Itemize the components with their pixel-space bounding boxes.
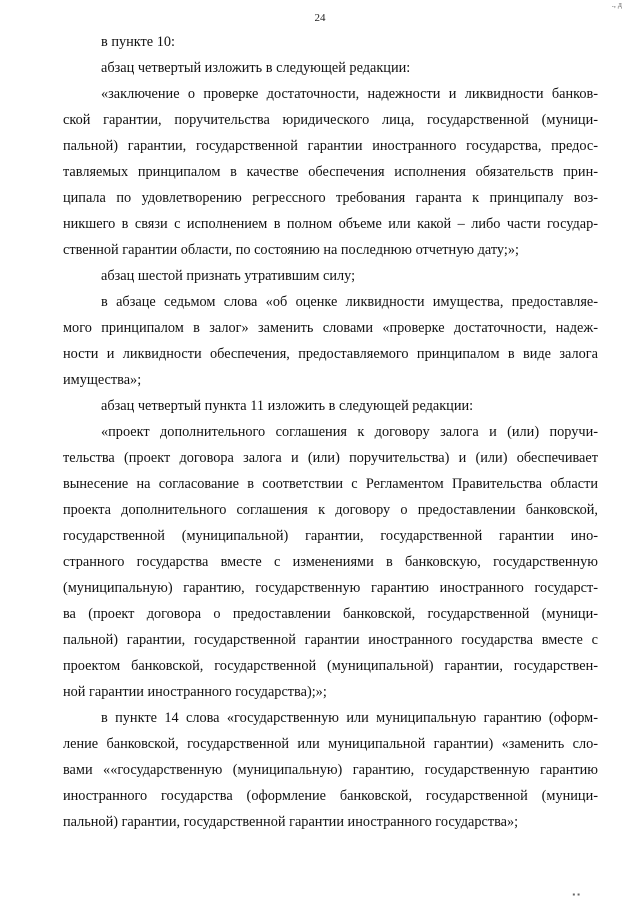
text-line: пальной) гарантии, государственной гарантии иностранного государства, предос- xyxy=(63,138,598,154)
text-line: «заключение о проверке достаточности, надежности и ликвидности банков- xyxy=(101,86,598,102)
text-line: ной гарантии иностранного государства);»; xyxy=(63,684,327,700)
text-line: проектом банковской, государственной (муниципальной) гарантии, государствен- xyxy=(63,658,598,674)
text-line: (муниципальную) гарантию, государственную гарантию иностранного государст- xyxy=(63,580,598,596)
text-line: тельства (проект договора залога и (или) поручительства) и (или) обеспечивает xyxy=(63,450,598,466)
text-line: мого принципалом в залог» заменить словами «проверке достаточности, надеж- xyxy=(63,320,598,336)
text-line: ципала по удовлетворению регрессного требования гаранта к принципалу воз- xyxy=(63,190,598,206)
text-line: вами ««государственную (муниципальную) гарантию, государственную гарантию xyxy=(63,762,598,778)
text-line: в пункте 10: xyxy=(101,34,175,50)
text-line: тавляемых принципалом в качестве обеспечения исполнения обязательств прин- xyxy=(63,164,598,180)
text-line: проекта дополнительного соглашения к договору о предоставлении банковской, xyxy=(63,502,598,518)
text-line: иностранного государства (оформление банковской, государственной (муници- xyxy=(63,788,598,804)
text-line: пальной) гарантии, государственной гарантии иностранного государства вместе с xyxy=(63,632,598,648)
page-number: 24 xyxy=(314,12,326,24)
corner-scan-mark: ., д xyxy=(611,0,622,9)
text-line: пальной) гарантии, государственной гарантии иностранного государства»; xyxy=(63,814,519,830)
text-line: ности и ликвидности обеспечения, предоставляемого принципалом в виде залога xyxy=(63,346,598,362)
text-line: в абзаце седьмом слова «об оценке ликвидности имущества, предоставляе- xyxy=(101,294,598,310)
text-line: ва (проект договора о предоставлении банковской, государственной (муници- xyxy=(63,606,598,622)
text-line: имущества»; xyxy=(63,372,142,388)
text-line: абзац четвертый пункта 11 изложить в следующей редакции: xyxy=(101,398,474,414)
text-line: в пункте 14 слова «государственную или муниципальную гарантию (оформ- xyxy=(101,710,598,726)
text-line: «проект дополнительного соглашения к договору залога и (или) поручи- xyxy=(101,424,598,440)
document-body xyxy=(63,29,598,835)
text-line: абзац четвертый изложить в следующей редакции: xyxy=(101,60,411,76)
text-line: государственной (муниципальной) гарантии, государственной гарантии ино- xyxy=(63,528,598,544)
text-line: вынесение на согласование в соответствии с Регламентом Правительства области xyxy=(63,476,598,492)
corner-scan-mark-bottom: ▪ ▪ xyxy=(572,890,580,899)
text-line: никшего в связи с исполнением в полном объеме или какой – либо части государ- xyxy=(63,216,598,232)
text-line: ление банковской, государственной или муниципальной гарантии) «заменить сло- xyxy=(63,736,598,752)
text-line: ской гарантии, поручительства юридического лица, государственной (муници- xyxy=(63,112,598,128)
text-line: абзац шестой признать утратившим силу; xyxy=(101,268,356,284)
text-line: ственной гарантии области, по состоянию на последнюю отчетную дату;»; xyxy=(63,242,519,258)
text-line: странного государства вместе с изменениями в банковскую, государственную xyxy=(63,554,598,570)
